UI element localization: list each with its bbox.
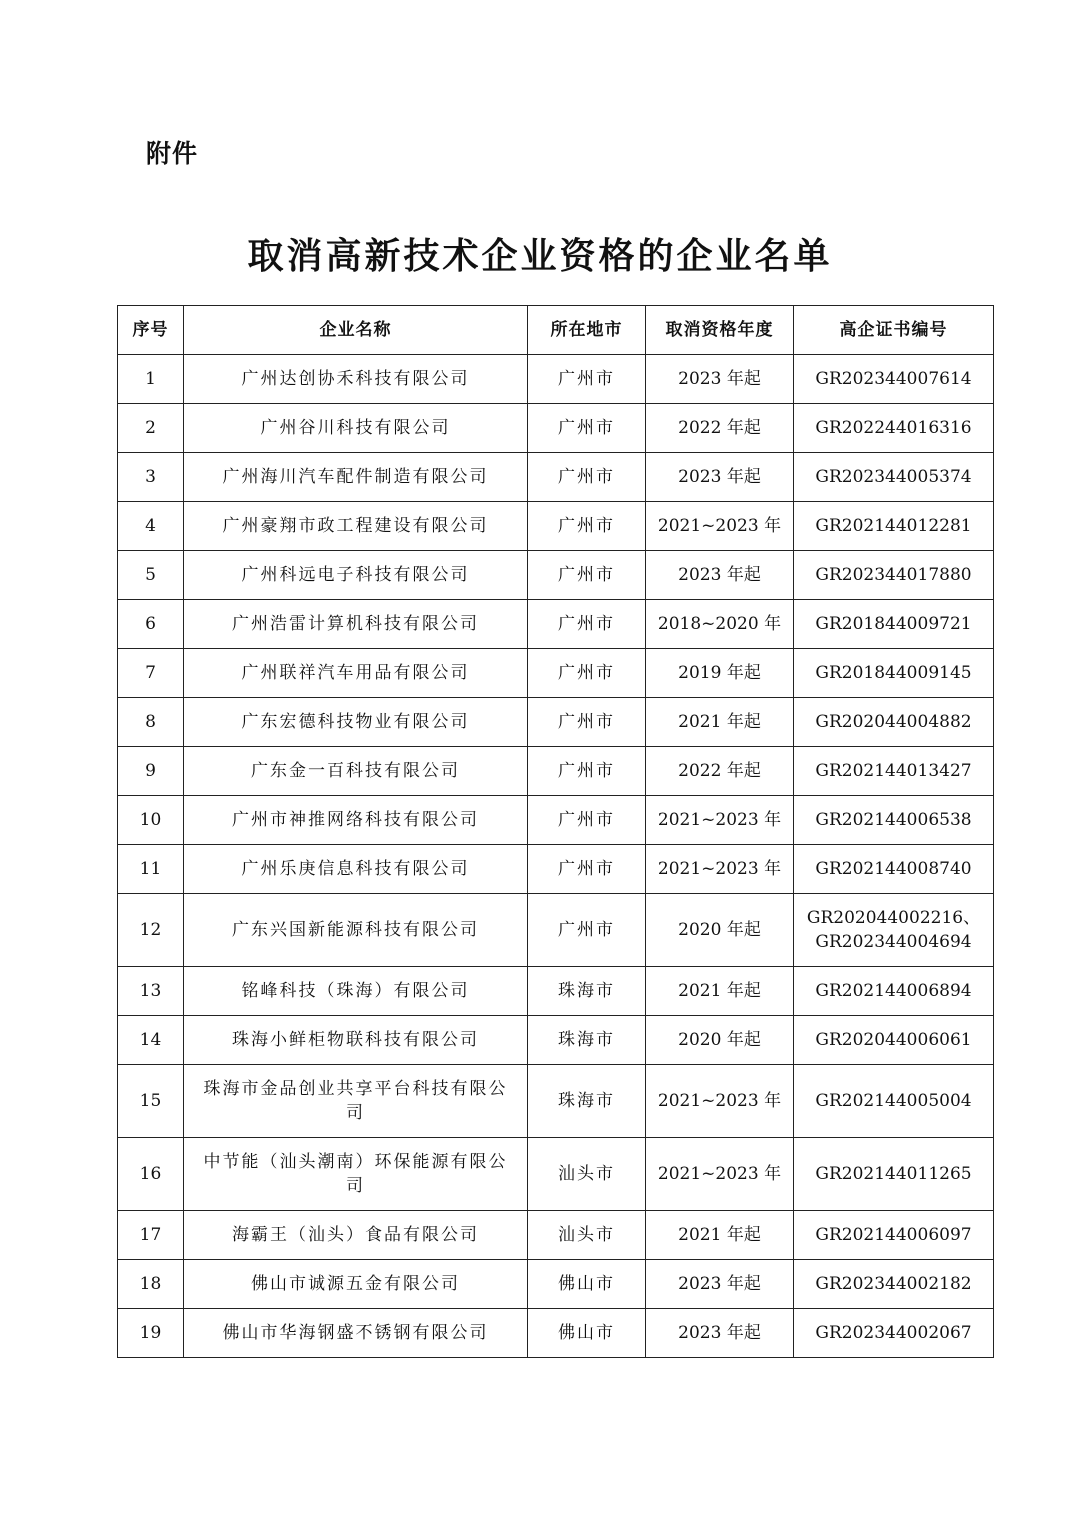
row-number-cell: 14	[118, 1016, 184, 1065]
certificate-number-cell: GR202044004882	[794, 698, 994, 747]
company-name-cell: 广州乐庚信息科技有限公司	[184, 845, 528, 894]
cancel-year-cell: 2019 年起	[646, 649, 794, 698]
certificate-number-cell: GR202344005374	[794, 453, 994, 502]
city-cell: 广州市	[528, 845, 646, 894]
table-row	[118, 845, 994, 894]
city-cell: 珠海市	[528, 1065, 646, 1138]
certificate-number-cell: GR202144012281	[794, 502, 994, 551]
row-number-cell: 1	[118, 355, 184, 404]
city-cell: 佛山市	[528, 1309, 646, 1358]
company-name-cell: 铭峰科技（珠海）有限公司	[184, 967, 528, 1016]
city-cell: 广州市	[528, 894, 646, 967]
table-row	[118, 453, 994, 502]
company-name-cell: 珠海小鲜柜物联科技有限公司	[184, 1016, 528, 1065]
company-name-cell: 中节能（汕头潮南）环保能源有限公 司	[184, 1138, 528, 1211]
company-name-cell: 广州科远电子科技有限公司	[184, 551, 528, 600]
table-header-row	[118, 306, 994, 355]
cancel-year-cell: 2021~2023 年	[646, 502, 794, 551]
cancel-year-cell: 2021 年起	[646, 967, 794, 1016]
company-name-cell: 佛山市诚源五金有限公司	[184, 1260, 528, 1309]
certificate-number-cell: GR202144006894	[794, 967, 994, 1016]
row-number-cell: 18	[118, 1260, 184, 1309]
company-name-cell: 广州达创协禾科技有限公司	[184, 355, 528, 404]
city-cell: 佛山市	[528, 1260, 646, 1309]
cancel-year-cell: 2021 年起	[646, 1211, 794, 1260]
table-row	[118, 649, 994, 698]
row-number-cell: 3	[118, 453, 184, 502]
company-name-cell: 广州谷川科技有限公司	[184, 404, 528, 453]
row-number-cell: 17	[118, 1211, 184, 1260]
cancel-year-cell: 2023 年起	[646, 1260, 794, 1309]
row-number-cell: 9	[118, 747, 184, 796]
company-name-cell: 海霸王（汕头）食品有限公司	[184, 1211, 528, 1260]
table-row	[118, 1211, 994, 1260]
table-row	[118, 698, 994, 747]
city-cell: 广州市	[528, 649, 646, 698]
city-cell: 广州市	[528, 355, 646, 404]
table-row	[118, 355, 994, 404]
company-name-cell: 广州海川汽车配件制造有限公司	[184, 453, 528, 502]
cancel-year-cell: 2018~2020 年	[646, 600, 794, 649]
cancel-year-cell: 2022 年起	[646, 404, 794, 453]
row-number-cell: 15	[118, 1065, 184, 1138]
company-name-cell: 广东宏德科技物业有限公司	[184, 698, 528, 747]
cancel-year-cell: 2020 年起	[646, 894, 794, 967]
table-row	[118, 502, 994, 551]
row-number-cell: 2	[118, 404, 184, 453]
company-name-cell: 广东金一百科技有限公司	[184, 747, 528, 796]
table-row	[118, 1016, 994, 1065]
row-number-cell: 16	[118, 1138, 184, 1211]
table-row	[118, 796, 994, 845]
certificate-number-cell: GR202244016316	[794, 404, 994, 453]
certificate-number-cell: GR202144006097	[794, 1211, 994, 1260]
table-body	[118, 355, 994, 1358]
certificate-number-cell: GR202344002182	[794, 1260, 994, 1309]
company-name-cell: 广州市神推网络科技有限公司	[184, 796, 528, 845]
city-cell: 广州市	[528, 600, 646, 649]
row-number-cell: 8	[118, 698, 184, 747]
table-row	[118, 1309, 994, 1358]
company-name-cell: 广东兴国新能源科技有限公司	[184, 894, 528, 967]
table-row	[118, 1138, 994, 1211]
cancel-year-cell: 2023 年起	[646, 1309, 794, 1358]
city-cell: 汕头市	[528, 1211, 646, 1260]
header-name: 企业名称	[184, 306, 528, 355]
cancel-year-cell: 2021~2023 年	[646, 1065, 794, 1138]
cancel-year-cell: 2020 年起	[646, 1016, 794, 1065]
city-cell: 广州市	[528, 404, 646, 453]
certificate-number-cell: GR202144013427	[794, 747, 994, 796]
header-city: 所在地市	[528, 306, 646, 355]
certificate-number-cell: GR201844009721	[794, 600, 994, 649]
row-number-cell: 10	[118, 796, 184, 845]
cancel-year-cell: 2023 年起	[646, 453, 794, 502]
certificate-number-cell: GR202344007614	[794, 355, 994, 404]
cancel-year-cell: 2023 年起	[646, 355, 794, 404]
city-cell: 广州市	[528, 453, 646, 502]
cancel-year-cell: 2021 年起	[646, 698, 794, 747]
cancel-year-cell: 2021~2023 年	[646, 796, 794, 845]
certificate-number-cell: GR202144006538	[794, 796, 994, 845]
row-number-cell: 7	[118, 649, 184, 698]
company-name-cell: 佛山市华海钢盛不锈钢有限公司	[184, 1309, 528, 1358]
row-number-cell: 5	[118, 551, 184, 600]
certificate-number-cell: GR202144008740	[794, 845, 994, 894]
cancel-year-cell: 2021~2023 年	[646, 1138, 794, 1211]
certificate-number-cell: GR202144011265	[794, 1138, 994, 1211]
row-number-cell: 6	[118, 600, 184, 649]
header-no: 序号	[118, 306, 184, 355]
company-name-cell: 广州联祥汽车用品有限公司	[184, 649, 528, 698]
city-cell: 广州市	[528, 747, 646, 796]
header-year: 取消资格年度	[646, 306, 794, 355]
city-cell: 广州市	[528, 698, 646, 747]
city-cell: 珠海市	[528, 1016, 646, 1065]
header-cert: 高企证书编号	[794, 306, 994, 355]
table-row	[118, 404, 994, 453]
certificate-number-cell: GR202044002216、 GR202344004694	[794, 894, 994, 967]
table-row	[118, 600, 994, 649]
city-cell: 珠海市	[528, 967, 646, 1016]
row-number-cell: 4	[118, 502, 184, 551]
table-row	[118, 1260, 994, 1309]
city-cell: 广州市	[528, 796, 646, 845]
table-row	[118, 551, 994, 600]
table-row	[118, 1065, 994, 1138]
company-name-cell: 珠海市金品创业共享平台科技有限公 司	[184, 1065, 528, 1138]
city-cell: 广州市	[528, 551, 646, 600]
company-name-cell: 广州浩雷计算机科技有限公司	[184, 600, 528, 649]
certificate-number-cell: GR202144005004	[794, 1065, 994, 1138]
certificate-number-cell: GR201844009145	[794, 649, 994, 698]
table-row	[118, 747, 994, 796]
certificate-number-cell: GR202344002067	[794, 1309, 994, 1358]
table-row	[118, 894, 994, 967]
company-table	[117, 305, 994, 1358]
row-number-cell: 11	[118, 845, 184, 894]
row-number-cell: 19	[118, 1309, 184, 1358]
city-cell: 汕头市	[528, 1138, 646, 1211]
table-row	[118, 967, 994, 1016]
certificate-number-cell: GR202344017880	[794, 551, 994, 600]
certificate-number-cell: GR202044006061	[794, 1016, 994, 1065]
company-name-cell: 广州豪翔市政工程建设有限公司	[184, 502, 528, 551]
row-number-cell: 12	[118, 894, 184, 967]
cancel-year-cell: 2023 年起	[646, 551, 794, 600]
attachment-label: 附件	[146, 139, 199, 168]
city-cell: 广州市	[528, 502, 646, 551]
page-title: 取消高新技术企业资格的企业名单	[247, 236, 833, 277]
cancel-year-cell: 2022 年起	[646, 747, 794, 796]
row-number-cell: 13	[118, 967, 184, 1016]
cancel-year-cell: 2021~2023 年	[646, 845, 794, 894]
